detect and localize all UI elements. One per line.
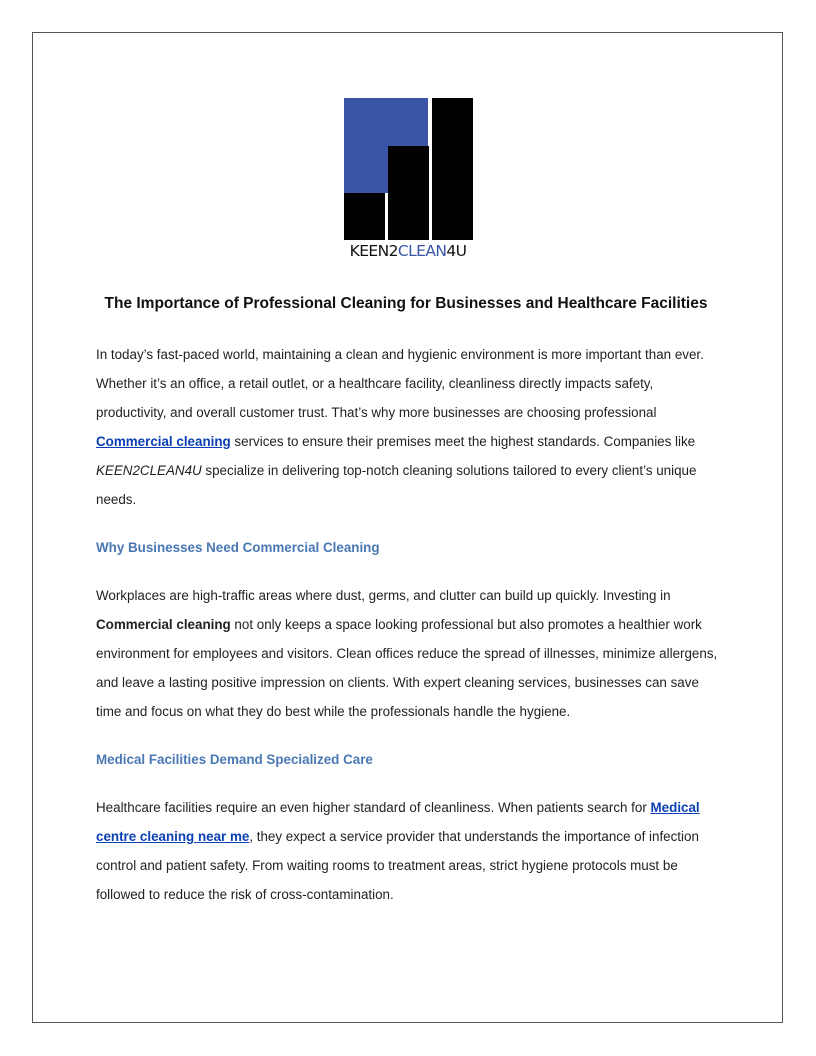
company-logo bbox=[343, 97, 473, 262]
logo-wordmark: KEEN2CLEAN4U bbox=[349, 242, 467, 260]
company-name: KEEN2CLEAN4U bbox=[96, 463, 202, 478]
section-heading-business: Why Businesses Need Commercial Cleaning bbox=[96, 540, 380, 555]
medical-cleaning-link[interactable]: Medical centre cleaning near me bbox=[96, 800, 700, 844]
commercial-cleaning-link[interactable]: Commercial cleaning bbox=[96, 434, 231, 449]
intro-paragraph: In today’s fast-paced world, maintaining a clean and hygienic environment is more important than ever. Whether it’s an office, a retail outlet, or a healthcare facility, cleanliness directly impacts safety, productivity, and overall customer trust. That’s why more businesses are choosing professional Commercial cleaning services to ensure their premises meet the highest standards. Companies like KEEN2CLEAN4U specialize in delivering top-notch cleaning solutions tailored to every client’s unique needs. bbox=[96, 347, 704, 507]
medical-paragraph: Healthcare facilities require an even higher standard of cleanliness. When patients search for Medical centre cleaning near me, they expect a service provider that understands the importance of infection control and patient safety. From waiting rooms to treatment areas, strict hygiene protocols must be followed to reduce the risk of cross-contamination. bbox=[96, 800, 700, 902]
page-title: The Importance of Professional Cleaning for Businesses and Healthcare Facilities bbox=[104, 295, 708, 312]
section-heading-medical: Medical Facilities Demand Specialized Care bbox=[96, 752, 373, 767]
business-paragraph: Workplaces are high-traffic areas where dust, germs, and clutter can build up quickly. Investing in Commercial cleaning not only keeps a space looking professional but also promotes a healthier work environment for employees and visitors. Clean offices reduce the spread of illnesses, minimize allergens, and leave a lasting positive impression on clients. With expert cleaning services, businesses can save time and focus on what they do best while the professionals handle the hygiene. bbox=[96, 588, 718, 719]
logo-bar-short bbox=[344, 193, 385, 240]
commercial-cleaning-bold: Commercial cleaning bbox=[96, 617, 231, 632]
logo-bar-medium bbox=[388, 146, 429, 240]
document-content bbox=[96, 290, 726, 909]
logo-bar-tall bbox=[432, 98, 473, 240]
